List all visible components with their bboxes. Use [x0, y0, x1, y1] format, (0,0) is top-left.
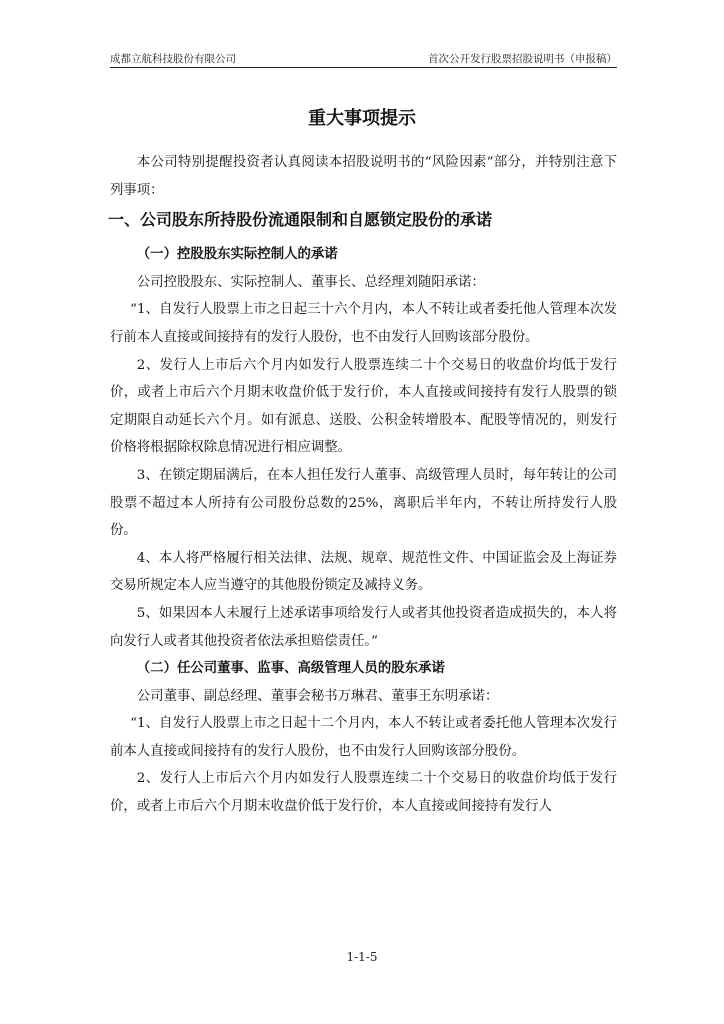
subsection-heading-2: （二）任公司董事、监事、高级管理人员的股东承诺	[136, 661, 445, 677]
commitment-item: 2、发行人上市后六个月内如发行人股票连续二十个交易日的收盘价均低于发行价，或者上市后六个月期末收盘价低于发行价，本人直接或间接持有发行人股票的锁定期限自动延长六个月。如有派息、送股、公积金转增股本、配股等情况的，则发行价格将根据除权除息情况进行相应调整。	[110, 357, 617, 456]
commitment-item: 3、在锁定期届满后，在本人担任发行人董事、高级管理人员时，每年转让的公司股票不超过本人所持有公司股份总数的25%，离职后半年内，不转让所持发行人股份。	[110, 467, 617, 539]
commitment-item: 5、如果因本人未履行上述承诺事项给发行人或者其他投资者造成损失的，本人将向发行人或者其他投资者依法承担赔偿责任。”	[110, 605, 617, 649]
commitment-item: 4、本人将严格履行相关法律、法规、规章、规范性文件、中国证监会及上海证券交易所规定本人应当遵守的其他股份锁定及减持义务。	[110, 550, 617, 594]
intro-paragraph: 本公司特别提醒投资者认真阅读本招股说明书的“风险因素”部分，并特别注意下列事项：	[110, 155, 617, 198]
subsection-2-lead: 公司董事、副总经理、董事会秘书万琳君、董事王东明承诺：	[136, 688, 499, 704]
page-title: 重大事项提示	[308, 108, 416, 129]
commitment-item: “1、自发行人股票上市之日起十二个月内，本人不转让或者委托他人管理本次发行前本人直接或间接持有的发行人股份，也不由发行人回购该部分股份。	[110, 716, 617, 759]
section-heading-1: 一、公司股东所持股份流通限制和自愿锁定股份的承诺	[108, 210, 493, 230]
commitment-item: “1、自发行人股票上市之日起三十六个月内，本人不转让或者委托他人管理本次发行前本人直接或间接持有的发行人股份，也不由发行人回购该部分股份。	[110, 302, 617, 345]
subsection-heading-1: （一）控股股东实际控制人的承诺	[136, 247, 338, 263]
header-company-name: 成都立航科技股份有限公司	[110, 53, 236, 65]
subsection-1-lead: 公司控股股东、实际控制人、董事长、总经理刘随阳承诺：	[136, 274, 485, 290]
header-document-title: 首次公开发行股票招股说明书（申报稿）	[428, 53, 617, 65]
running-header	[110, 49, 617, 68]
commitment-item: 2、发行人上市后六个月内如发行人股票连续二十个交易日的收盘价均低于发行价，或者上市后六个月期末收盘价低于发行价，本人直接或间接持有发行人	[110, 771, 617, 815]
page-number: 1-1-5	[346, 950, 378, 964]
document-body	[110, 149, 617, 821]
